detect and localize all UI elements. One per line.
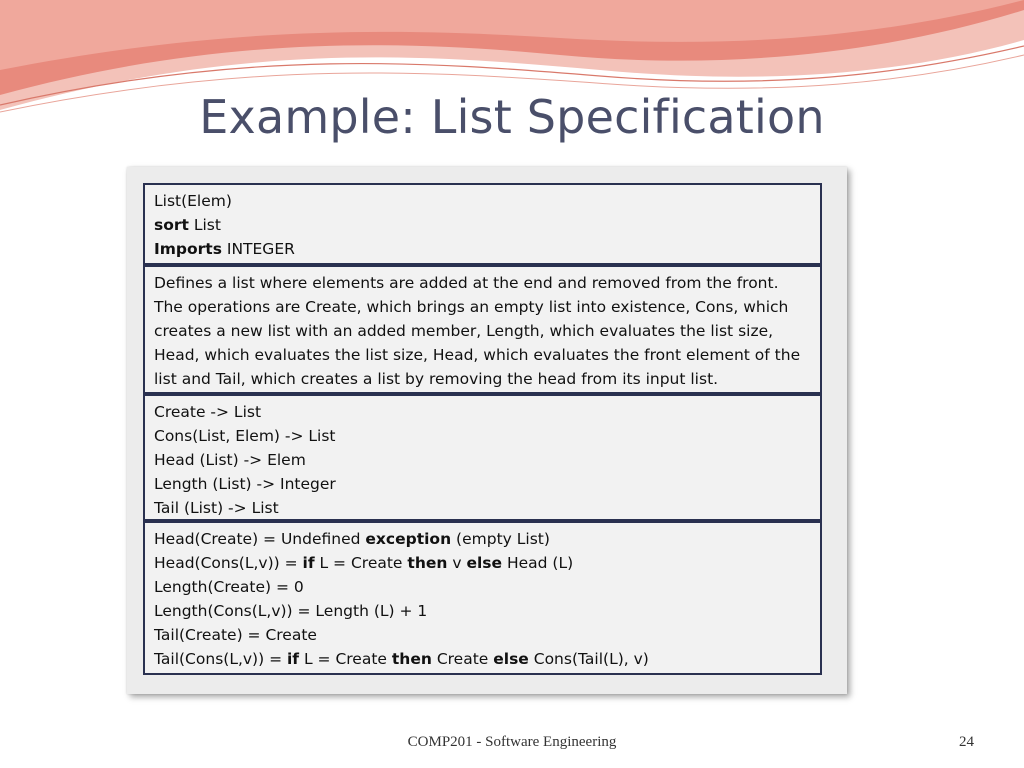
axiom-keyword: exception <box>365 530 452 548</box>
axiom-text: L = Create <box>299 650 392 668</box>
footer-course: COMP201 - Software Engineering <box>407 734 617 750</box>
axiom-text: (empty List) <box>451 530 550 548</box>
axiom-keyword: then <box>407 554 448 572</box>
axiom-keyword: then <box>391 650 432 668</box>
spec-imports-line <box>154 237 811 261</box>
signature-line: Create -> List <box>154 403 262 421</box>
axiom-keyword: else <box>493 650 529 668</box>
axiom-line <box>154 647 811 671</box>
axiom-line: Length(Cons(L,v)) = Length (L) + 1 <box>154 602 428 620</box>
axiom-text: Create <box>431 650 494 668</box>
signature-line: Head (List) -> Elem <box>154 451 306 469</box>
signature-line: Cons(List, Elem) -> List <box>154 427 336 445</box>
axiom-text: L = Create <box>314 554 408 572</box>
sort-value: List <box>188 216 221 234</box>
axiom-keyword: else <box>466 554 503 572</box>
imports-keyword: Imports <box>154 240 222 258</box>
axiom-line <box>154 527 811 551</box>
axiom-text: v <box>447 554 467 572</box>
axiom-line: Length(Create) = 0 <box>154 578 304 596</box>
sort-keyword: sort <box>154 216 189 234</box>
axiom-text: Cons(Tail(L), v) <box>528 650 649 668</box>
spec-sort-line <box>154 213 811 237</box>
slide-title: Example: List Specification <box>199 90 825 144</box>
axiom-line <box>154 551 811 575</box>
spec-axioms-box <box>143 521 822 675</box>
spec-name: List(Elem) <box>154 192 232 210</box>
axiom-text: Head (L) <box>502 554 574 572</box>
page-number: 24 <box>959 734 974 750</box>
spec-description-box <box>143 265 822 394</box>
spec-description: Defines a list where elements are added at the end and removed from the front. The operations are Create, which brings an empty list into existence, Cons, which creates a new list with an added member, Length, which evaluates the list size, Head, which evaluates the list size, Head, which evaluates the front element of the list and Tail, which creates a list by removing the head from its input list. <box>154 274 801 388</box>
signature-line: Tail (List) -> List <box>154 499 279 517</box>
spec-header-box <box>143 183 822 265</box>
axiom-keyword: if <box>302 554 315 572</box>
axiom-text: Head(Create) = Undefined <box>154 530 366 548</box>
axiom-text: Head(Cons(L,v)) = <box>154 554 303 572</box>
axiom-text: Tail(Cons(L,v)) = <box>154 650 287 668</box>
axiom-line: Tail(Create) = Create <box>154 626 317 644</box>
axiom-keyword: if <box>286 650 300 668</box>
signature-line: Length (List) -> Integer <box>154 475 336 493</box>
spec-signatures-box <box>143 394 822 521</box>
imports-value: INTEGER <box>221 240 295 258</box>
